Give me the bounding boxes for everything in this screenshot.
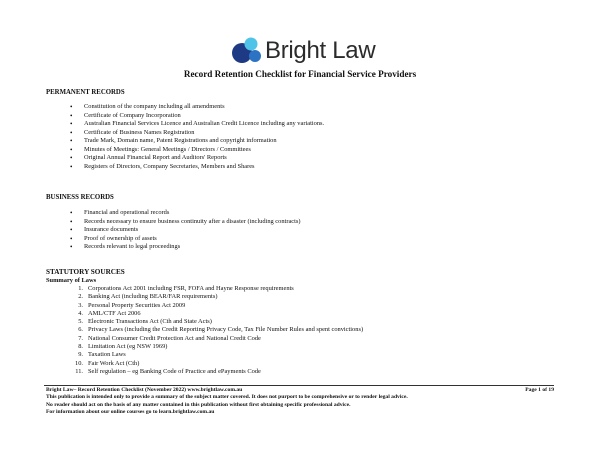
summary-of-laws-heading: Summary of Laws — [46, 277, 97, 284]
business-records-list — [70, 209, 301, 252]
list-item: • Proof of ownership of assets — [70, 235, 301, 244]
statutory-sources-heading: STATUTORY SOURCES — [46, 268, 125, 276]
law-text: Fair Work Act (Cth) — [88, 359, 140, 367]
law-text: AML/CTF Act 2006 — [88, 309, 141, 317]
law-text: National Consumer Credit Protection Act and National Credit Code — [88, 334, 261, 342]
law-number: 9. — [78, 351, 83, 359]
law-item — [70, 368, 363, 376]
law-item — [70, 285, 363, 293]
law-text: Self regulation – eg Banking Code of Practice and ePayments Code — [88, 367, 261, 375]
law-item — [70, 343, 363, 351]
law-number: 1. — [78, 285, 83, 292]
law-number: 8. — [78, 343, 83, 351]
law-number: 2. — [78, 293, 83, 301]
list-item: • Registers of Directors, Company Secretaries, Members and Shares — [70, 163, 324, 172]
document-title: Record Retention Checklist for Financial Service Providers — [183, 69, 417, 79]
law-text: Corporations Act 2001 including FSR, FOFA and Hayne Response requirements — [88, 285, 294, 292]
law-number: 3. — [78, 301, 83, 309]
law-item — [70, 293, 363, 301]
list-item: • Financial and operational records — [70, 209, 301, 218]
law-item — [70, 335, 363, 343]
list-item: • Minutes of Meetings: General Meetings / Directors / Committees — [70, 146, 324, 155]
footer-divider — [44, 385, 554, 386]
law-item — [70, 360, 363, 368]
list-item: • Trade Mark, Domain name, Patent Registrations and copyright information — [70, 137, 324, 146]
list-item: • Insurance documents — [70, 226, 301, 235]
list-item: • Constitution of the company including all amendments — [70, 103, 324, 112]
law-text: Taxation Laws — [88, 351, 126, 359]
law-number: 11. — [75, 367, 83, 375]
business-records-heading: BUSINESS RECORDS — [46, 194, 114, 201]
law-item — [70, 302, 363, 310]
footer-document-info: Bright Law– Record Retention Checklist (November 2022) www.brightlaw.com.au — [46, 387, 243, 393]
law-text: Personal Property Securities Act 2009 — [88, 301, 186, 309]
law-text: Banking Act (including BEAR/FAR requirements) — [88, 293, 218, 301]
laws-list — [70, 285, 363, 376]
footer-advice-notice: No reader should act on the basis of any matter contained in this publication without first obtaining specific professional advice. — [46, 401, 351, 408]
law-item — [70, 318, 363, 326]
permanent-records-heading: PERMANENT RECORDS — [46, 89, 125, 96]
permanent-records-list — [70, 103, 324, 171]
law-text: Limitation Act (eg NSW 1969) — [88, 343, 168, 351]
law-text: Electronic Transactions Act (Cth and State Acts) — [88, 318, 212, 326]
list-item: • Certificate of Company Incorporation — [70, 112, 324, 121]
law-item — [70, 326, 363, 334]
list-item: • Records necessary to ensure business continuity after a disaster (including contracts) — [70, 218, 301, 227]
law-item — [70, 310, 363, 318]
law-item — [70, 351, 363, 359]
bright-law-logo-icon — [232, 37, 262, 65]
law-text: Privacy Laws (including the Credit Reporting Privacy Code, Tax File Number Rules and spent convictions) — [88, 326, 364, 334]
bright-law-logo — [232, 36, 375, 66]
logo-text: Bright Law — [265, 37, 376, 64]
list-item: • Records relevant to legal proceedings — [70, 243, 301, 252]
page-number: Page 1 of 19 — [525, 387, 554, 393]
law-number: 5. — [78, 318, 83, 326]
list-item: • Original Annual Financial Report and Auditors' Reports — [70, 154, 324, 163]
law-number: 10. — [75, 359, 83, 367]
law-number: 7. — [78, 334, 83, 342]
footer-courses-link: For information about our online courses go to learn.brightlaw.com.au — [46, 409, 215, 416]
law-number: 6. — [78, 326, 83, 334]
page-footer — [46, 387, 554, 417]
list-item: • Certificate of Business Names Registration — [70, 129, 324, 138]
law-number: 4. — [78, 309, 83, 317]
footer-disclaimer: This publication is intended only to provide a summary of the subject matter covered. It does not purport to be comprehensive or to render legal advice. — [46, 394, 408, 401]
list-item: • Australian Financial Services Licence and Australian Credit Licence including any variations. — [70, 120, 324, 129]
